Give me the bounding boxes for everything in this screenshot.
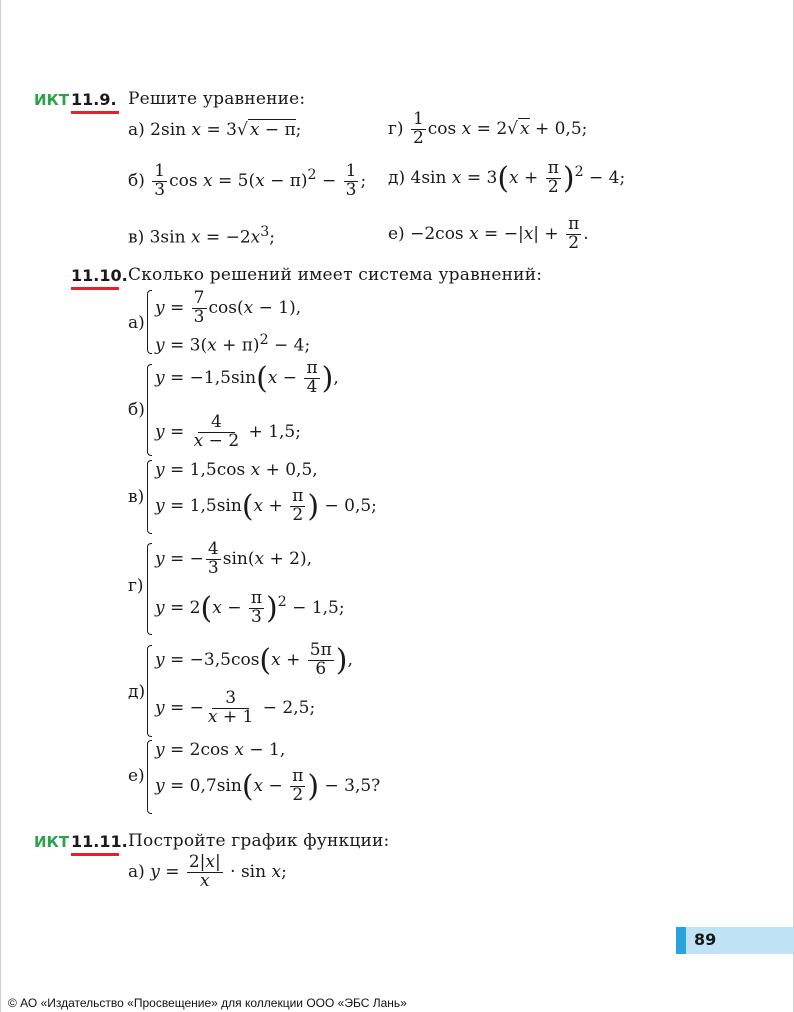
system-line: y = −3,5cos(x + $\frac{5\pi}{6}$ ), bbox=[155, 640, 353, 679]
system-line: y = 1,5sin(x + $\frac{\pi}{2}$ ) − 0,5; bbox=[155, 486, 377, 525]
page-number-accent bbox=[676, 927, 686, 954]
copyright-footer: © АО «Издательство «Просвещение» для коллекции ООО «ЭБС Лань» bbox=[8, 996, 407, 1010]
equation-e: е) −2cos x = −|x| + $\frac{\pi}{2}$ . bbox=[388, 214, 589, 253]
item-label: а) bbox=[128, 120, 145, 140]
system-brace bbox=[147, 740, 152, 814]
system-line: y = $\frac{7}{3}$ cos(x − 1), bbox=[155, 288, 302, 327]
ikt-tag: ИКТ bbox=[34, 833, 70, 851]
problem-title: Постройте график функции: bbox=[128, 831, 390, 851]
equation-b: б) $\frac{1}{3}$ $\cos x = 5(x - \pi)^2$ − $\frac{1}{3}$ ; bbox=[128, 161, 367, 200]
system-label: а) bbox=[128, 313, 145, 333]
number-underline bbox=[71, 853, 119, 856]
system-label: б) bbox=[128, 400, 145, 420]
problem-title: Сколько решений имеет система уравнений: bbox=[128, 265, 543, 285]
system-line: y = 2(x − $\frac{\pi}{3}$ )$^2$ − 1,5; bbox=[155, 588, 345, 627]
item-label: е) bbox=[388, 223, 405, 244]
system-brace bbox=[147, 364, 152, 456]
number-underline bbox=[71, 111, 119, 114]
system-line: y = 1,5cos x + 0,5, bbox=[155, 460, 318, 480]
problem-number: 11.9. bbox=[71, 90, 117, 109]
system-line: y = $\frac{4}{x - 2}$ + 1,5; bbox=[155, 412, 301, 451]
function-a: а) y = $\frac{2|x|}{x}$ · sin x; bbox=[128, 852, 287, 891]
system-label: в) bbox=[128, 487, 145, 507]
system-line: $y = 3(x + \pi)^2 - 4$; bbox=[155, 332, 311, 356]
system-brace bbox=[147, 460, 152, 534]
equation-d: д) 4sin x = 3(x + $\frac{\pi}{2}$ )$^2$ − 4; bbox=[388, 158, 626, 197]
system-brace bbox=[147, 645, 152, 737]
page-number: 89 bbox=[694, 930, 717, 949]
system-label: е) bbox=[128, 766, 145, 786]
item-label: а) bbox=[128, 861, 145, 882]
system-line: y = − $\frac{3}{x + 1}$ − 2,5; bbox=[155, 688, 316, 727]
item-label: б) bbox=[128, 170, 145, 191]
system-brace bbox=[147, 543, 152, 635]
item-label: д) bbox=[388, 167, 406, 188]
system-line: y = − $\frac{4}{3}$ sin(x + 2), bbox=[155, 539, 312, 578]
item-label: г) bbox=[388, 118, 404, 139]
page-left-edge bbox=[0, 0, 1, 1012]
system-label: д) bbox=[128, 682, 146, 702]
problem-number: 11.10. bbox=[71, 266, 128, 285]
system-line: y = −1,5sin(x − $\frac{\pi}{4}$ ), bbox=[155, 358, 339, 397]
system-brace bbox=[147, 290, 152, 354]
equation-a: а) 2sin x = 3√ x − π; bbox=[128, 120, 302, 140]
ikt-tag: ИКТ bbox=[34, 91, 70, 109]
item-label: в) bbox=[128, 227, 145, 248]
equation-g: г) $\frac{1}{2}$ cos x = 2√ x + 0,5; bbox=[388, 109, 588, 148]
system-line: y = 0,7sin(x − $\frac{\pi}{2}$ ) − 3,5? bbox=[155, 766, 381, 805]
number-underline bbox=[71, 287, 119, 290]
problem-title: Решите уравнение: bbox=[128, 89, 306, 109]
problem-number: 11.11. bbox=[71, 832, 128, 851]
system-line: y = 2cos x − 1, bbox=[155, 740, 286, 760]
system-label: г) bbox=[128, 576, 144, 596]
equation-v: в) 3sin $x = -2x^3$; bbox=[128, 224, 275, 248]
